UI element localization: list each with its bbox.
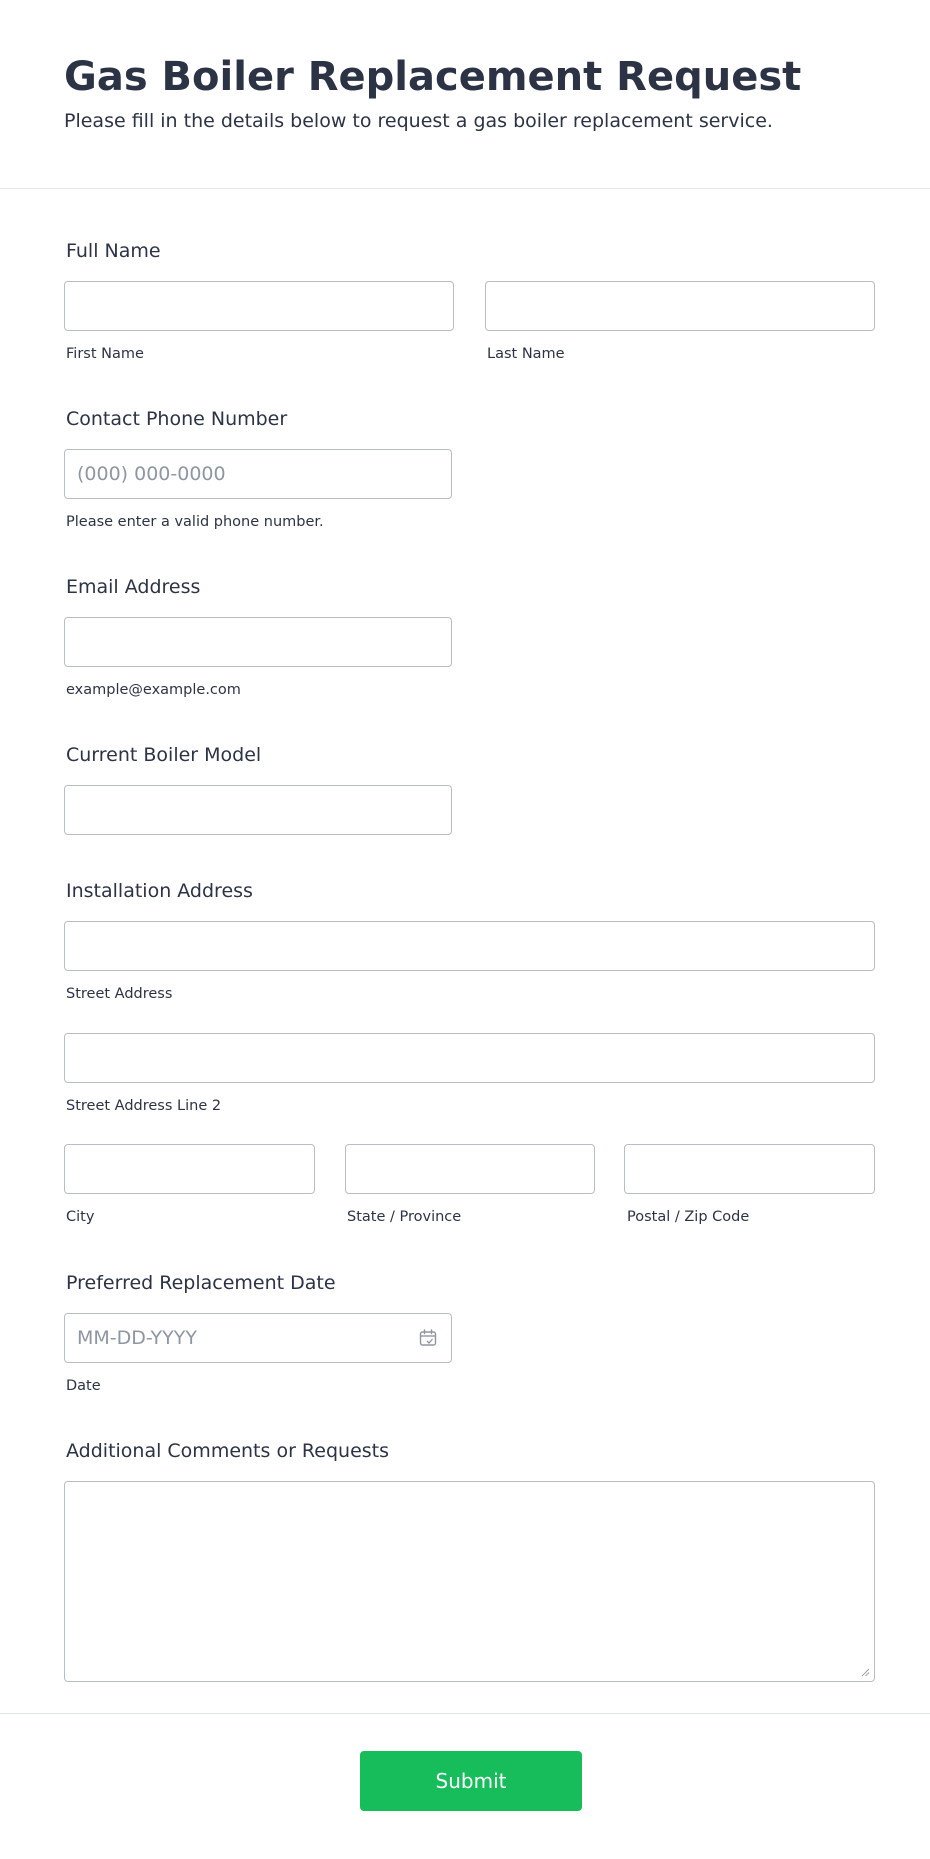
street-address-sublabel: Street Address: [66, 986, 173, 1002]
postal-code-input[interactable]: [624, 1144, 875, 1194]
boiler-model-label: Current Boiler Model: [66, 744, 262, 766]
calendar-icon[interactable]: [418, 1328, 438, 1348]
email-label: Email Address: [66, 576, 201, 598]
submit-button[interactable]: Submit: [360, 1751, 582, 1811]
postal-code-sublabel: Postal / Zip Code: [627, 1209, 750, 1225]
last-name-sublabel: Last Name: [487, 346, 565, 362]
email-hint: example@example.com: [66, 682, 241, 698]
street-address-line2-sublabel: Street Address Line 2: [66, 1098, 222, 1114]
email-input[interactable]: [64, 617, 452, 667]
street-address-line2-input[interactable]: [64, 1033, 875, 1083]
state-input[interactable]: [345, 1144, 595, 1194]
city-input[interactable]: [64, 1144, 315, 1194]
resize-handle-icon[interactable]: [860, 1667, 870, 1677]
last-name-input[interactable]: [485, 281, 875, 331]
phone-input[interactable]: [64, 449, 452, 499]
state-sublabel: State / Province: [347, 1209, 462, 1225]
comments-label: Additional Comments or Requests: [66, 1440, 389, 1462]
date-input[interactable]: [64, 1313, 452, 1363]
page-subtitle: Please fill in the details below to request a gas boiler replacement service.: [64, 110, 773, 132]
date-label: Preferred Replacement Date: [66, 1272, 336, 1294]
full-name-label: Full Name: [66, 240, 161, 262]
address-label: Installation Address: [66, 880, 253, 902]
date-sublabel: Date: [66, 1378, 101, 1394]
form-header: [0, 0, 930, 189]
comments-textarea[interactable]: [64, 1481, 875, 1682]
phone-label: Contact Phone Number: [66, 408, 288, 430]
city-sublabel: City: [66, 1209, 95, 1225]
first-name-sublabel: First Name: [66, 346, 144, 362]
footer-divider: [0, 1713, 930, 1714]
first-name-input[interactable]: [64, 281, 454, 331]
phone-hint: Please enter a valid phone number.: [66, 514, 324, 530]
street-address-input[interactable]: [64, 921, 875, 971]
boiler-model-input[interactable]: [64, 785, 452, 835]
page-title: Gas Boiler Replacement Request: [64, 54, 802, 100]
